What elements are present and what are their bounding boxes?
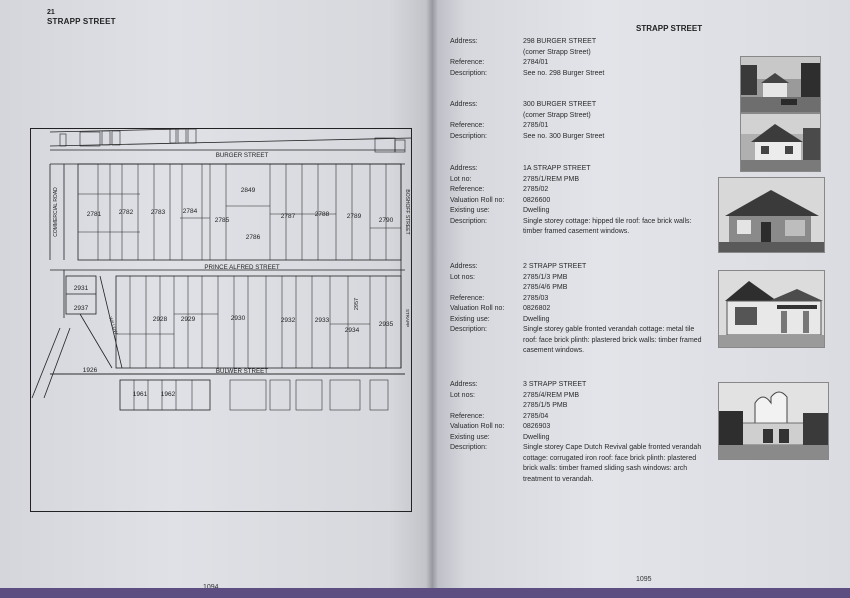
field-value: See no. 300 Burger Street	[523, 132, 605, 140]
field-label: Valuation Roll no:	[450, 305, 505, 312]
map-lot-number: 1962	[160, 391, 176, 398]
map-lot-number: 2789	[346, 213, 362, 220]
field-value: Dwelling	[523, 433, 550, 441]
property-photo-298-burger	[740, 56, 821, 113]
field-value: 2785/4/6 PMB	[523, 284, 568, 291]
property-photo-3-strapp	[718, 382, 829, 460]
field-label: Address:	[450, 165, 478, 172]
entry-row	[450, 412, 703, 423]
left-page-section-number: 21	[47, 9, 55, 16]
entry-row	[450, 48, 713, 59]
entry-row	[450, 391, 703, 402]
entry-row	[450, 401, 703, 412]
map-lot-number: 2928	[152, 316, 168, 323]
field-label: Existing use:	[450, 315, 490, 323]
map-lot-number: 2930	[230, 315, 246, 322]
entry-row	[450, 121, 713, 132]
field-label	[450, 111, 523, 122]
entry-row	[450, 325, 703, 357]
book-gutter	[426, 0, 438, 598]
map-lot-number: 2937	[73, 305, 89, 312]
entry-row	[450, 196, 703, 207]
entry-row	[450, 283, 703, 294]
field-label: Reference:	[450, 412, 485, 420]
entry-row	[450, 132, 713, 143]
field-label: Description:	[450, 444, 487, 451]
right-page-header: STRAPP STREET	[636, 24, 703, 33]
entry-row	[450, 315, 703, 326]
field-value: 2 STRAPP STREET	[523, 263, 587, 270]
entry-row	[450, 294, 703, 305]
field-value: 2785/01	[523, 122, 549, 129]
map-lot-number: 2935	[378, 321, 394, 328]
field-value: 0826802	[523, 305, 551, 312]
map-lot-number: 2786	[245, 234, 261, 241]
field-label: Lot nos:	[450, 391, 475, 399]
entry-row	[450, 422, 703, 433]
map-lot-number: 2782	[118, 209, 134, 216]
entry-row	[450, 111, 713, 122]
map-lot-number: 2933	[314, 317, 330, 324]
entry-row	[450, 217, 703, 238]
field-label: Address:	[450, 38, 478, 45]
field-value: Dwelling	[523, 315, 550, 323]
property-entry	[450, 164, 703, 238]
field-label: Reference:	[450, 294, 485, 302]
field-value: Single storey Cape Dutch Revival gable fronted verandah cottage: corrugated iron roof: face brick plinth: plastered brick walls: timber framed sliding sash windows: arch treatment to verandah.	[523, 444, 702, 483]
field-value: 1A STRAPP STREET	[523, 165, 591, 172]
field-value: (corner Strapp Street)	[523, 48, 591, 56]
field-value: Dwelling	[523, 207, 550, 214]
field-value: 2784/01	[523, 59, 549, 66]
map-lot-number: 1961	[132, 391, 148, 398]
property-photo-2-strapp	[718, 270, 825, 348]
map-lot-number: 2929	[180, 316, 196, 323]
field-label: Valuation Roll no:	[450, 423, 505, 430]
entry-row	[450, 433, 703, 444]
left-page-header: STRAPP STREET	[47, 17, 116, 26]
map-street-label: STRAPP	[405, 308, 410, 328]
entry-row	[450, 69, 713, 80]
field-value: 2785/4/REM PMB	[523, 391, 580, 399]
map-street-label: COMMERCIAL ROAD	[53, 187, 59, 237]
map-lot-number: 2788	[314, 211, 330, 218]
field-label: Description:	[450, 217, 487, 225]
property-entry	[450, 262, 703, 357]
field-value: 3 STRAPP STREET	[523, 381, 587, 388]
property-entry	[450, 380, 703, 485]
field-value: 2785/02	[523, 186, 549, 193]
map-lot-number: 2784	[182, 208, 198, 215]
field-value: 2785/04	[523, 412, 549, 420]
map-lot-number: 2787	[280, 213, 296, 220]
map-lot-number: 2781	[86, 211, 102, 218]
table-surface	[0, 588, 850, 598]
field-label: Reference:	[450, 59, 485, 66]
map-lot-number: 2957	[354, 297, 360, 311]
entry-row	[450, 443, 703, 485]
field-label: Description:	[450, 326, 487, 333]
entry-row	[450, 185, 703, 196]
map-lot-number: 1926	[82, 367, 98, 374]
field-label: Lot no:	[450, 175, 472, 183]
entry-row	[450, 273, 703, 284]
field-label: Existing use:	[450, 207, 490, 214]
field-value: 0826903	[523, 423, 551, 430]
property-entry	[450, 37, 713, 79]
property-entry	[450, 100, 713, 142]
field-label	[450, 283, 523, 294]
field-value: 2785/1/5 PMB	[523, 402, 568, 409]
map-street-label: WILLOW	[107, 316, 119, 335]
field-label: Address:	[450, 381, 478, 388]
map-lot-number: 2934	[344, 327, 360, 334]
field-value: See no. 298 Burger Street	[523, 69, 605, 77]
field-value: Single storey cottage: hipped tile roof: face brick walls: timber framed casement windows.	[523, 217, 692, 235]
entry-row	[450, 262, 703, 273]
field-label: Address:	[450, 263, 478, 270]
field-label	[450, 401, 523, 412]
field-label: Valuation Roll no:	[450, 196, 505, 204]
entry-row	[450, 380, 703, 391]
field-value: 298 BURGER STREET	[523, 38, 597, 45]
entry-row	[450, 37, 713, 48]
field-label: Reference:	[450, 122, 485, 129]
field-value: (corner Strapp Street)	[523, 111, 591, 119]
property-photo-300-burger	[740, 113, 821, 172]
entry-row	[450, 100, 713, 111]
map-street-label: BOSHOFF STREET	[404, 189, 410, 235]
field-label: Existing use:	[450, 433, 490, 441]
map-lot-number: 2931	[73, 285, 89, 292]
map-street-label: BULWER STREET	[215, 368, 269, 375]
entry-row	[450, 58, 713, 69]
field-label: Address:	[450, 101, 478, 108]
map-lot-number: 2849	[240, 187, 256, 194]
map-lot-number: 2785	[214, 217, 230, 224]
field-value: 300 BURGER STREET	[523, 101, 597, 108]
entry-row	[450, 175, 703, 186]
street-map	[30, 128, 412, 512]
field-label: Description:	[450, 69, 487, 77]
field-value: 2785/1/REM PMB	[523, 175, 580, 183]
property-photo-1a-strapp	[718, 177, 825, 253]
field-value: 2785/03	[523, 294, 549, 302]
map-lot-number: 2783	[150, 209, 166, 216]
entry-row	[450, 206, 703, 217]
entry-row	[450, 164, 703, 175]
field-label: Lot nos:	[450, 273, 475, 281]
map-street-label: BURGER STREET	[215, 152, 269, 159]
field-label: Reference:	[450, 186, 485, 193]
field-value: Single storey gable fronted verandah cottage: metal tile roof: face brick plinth: plastered brick walls: timber framed casement windows.	[523, 326, 702, 354]
field-label	[450, 48, 523, 59]
map-street-label: PRINCE ALFRED STREET	[204, 264, 280, 271]
field-label: Description:	[450, 132, 487, 140]
right-page-number: 1095	[636, 576, 652, 583]
entry-row	[450, 304, 703, 315]
field-value: 0826600	[523, 196, 551, 204]
map-lot-number: 2932	[280, 317, 296, 324]
map-lot-number: 2790	[378, 217, 394, 224]
field-value: 2785/1/3 PMB	[523, 273, 568, 281]
